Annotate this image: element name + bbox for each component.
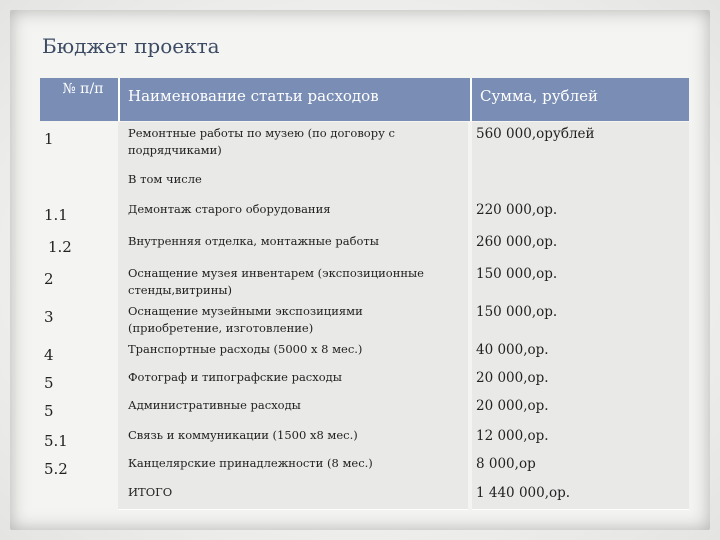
row-number: 5.1 <box>44 432 68 450</box>
row-name: Ремонтные работы по музею (по договору с подрядчиками) <box>128 126 395 157</box>
row-sum: 1 440 000,ор. <box>476 485 571 501</box>
row-number: 1 <box>44 130 54 148</box>
page-title: Бюджет проекта <box>42 34 220 58</box>
row-number: 5 <box>44 374 54 392</box>
row-number: 1.1 <box>44 206 68 224</box>
row-name: Административные расходы <box>128 398 301 412</box>
row-sum: 20 000,ор. <box>476 398 549 414</box>
row-sum: 8 000,ор <box>476 456 536 472</box>
row-name: Канцелярские принадлежности (8 мес.) <box>128 456 373 470</box>
header-divider <box>118 78 120 121</box>
row-sum: 560 000,орублей <box>476 126 595 142</box>
row-name: В том числе <box>128 172 202 186</box>
row-sum: 40 000,ор. <box>476 342 549 358</box>
row-number: 5 <box>44 402 54 420</box>
header-sum: Сумма, рублей <box>480 87 598 105</box>
row-name: Внутренняя отделка, монтажные работы <box>128 234 379 248</box>
row-number: 1.2 <box>48 238 72 256</box>
row-number: 3 <box>44 308 54 326</box>
row-name: Транспортные расходы (5000 х 8 мес.) <box>128 342 363 356</box>
row-name: Фотограф и типографские расходы <box>128 370 342 384</box>
row-sum: 12 000,ор. <box>476 428 549 444</box>
row-sum: 150 000,ор. <box>476 304 558 320</box>
row-name: ИТОГО <box>128 485 173 499</box>
header-num: № п/п <box>62 81 104 97</box>
header-name: Наименование статьи расходов <box>128 87 379 105</box>
table-cell-sum <box>472 168 689 199</box>
row-name: Демонтаж старого оборудования <box>128 202 331 216</box>
row-sum: 220 000,ор. <box>476 202 558 218</box>
row-sum: 260 000,ор. <box>476 234 558 250</box>
row-name: Оснащение музея инвентарем (экспозиционные стенды,витрины) <box>128 266 424 297</box>
row-sum: 150 000,ор. <box>476 266 558 282</box>
row-name: Связь и коммуникации (1500 х8 мес.) <box>128 428 358 442</box>
row-number: 2 <box>44 270 54 288</box>
row-number: 5.2 <box>44 460 68 478</box>
row-sum: 20 000,ор. <box>476 370 549 386</box>
row-number: 4 <box>44 346 54 364</box>
header-divider <box>470 78 472 121</box>
row-name: Оснащение музейными экспозициями (приобретение, изготовление) <box>128 304 363 335</box>
